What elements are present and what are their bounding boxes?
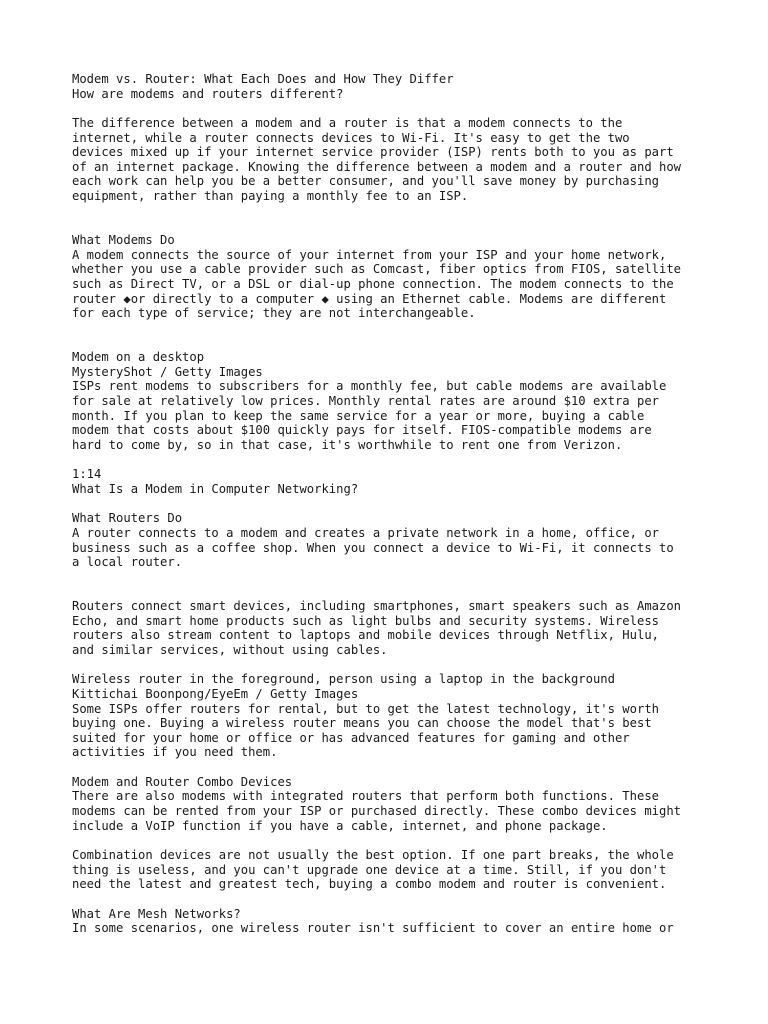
paragraph-line: a local router. [72, 555, 183, 570]
spacer [72, 204, 712, 219]
paragraph-line: Some ISPs offer routers for rental, but to get the latest technology, it's worth [72, 701, 659, 716]
paragraph-line: modem that costs about $100 quickly pays for itself. FIOS-compatible modems are [72, 423, 652, 438]
paragraph-line: routers also stream content to laptops and mobile devices through Netflix, Hulu, [72, 628, 659, 643]
paragraph-line: hard to come by, so in that case, it's worthwhile to rent one from Verizon. [72, 438, 623, 453]
paragraph-line: such as Direct TV, or a DSL or dial-up phone connection. The modem connects to the [72, 276, 674, 291]
paragraph-line: internet, while a router connects devices to Wi-Fi. It's easy to get the two [72, 130, 630, 145]
section-heading-modems: What Modems Do [72, 233, 175, 248]
modem-rent-paragraph [72, 379, 712, 452]
image-caption: Modem on a desktop [72, 350, 205, 365]
paragraph-line: devices mixed up if your internet service provider (ISP) rents both to you as part [72, 145, 674, 160]
paragraph-line: business such as a coffee shop. When you connect a device to Wi-Fi, it connects to [72, 540, 674, 555]
image-credit: Kittichai Boonpong/EyeEm / Getty Images [72, 686, 359, 701]
intro-paragraph [72, 116, 712, 204]
spacer [72, 833, 712, 848]
spacer [72, 101, 712, 116]
paragraph-line: The difference between a modem and a router is that a modem connects to the [72, 115, 623, 130]
paragraph-line: of an internet package. Knowing the difference between a modem and a router and how [72, 159, 682, 174]
paragraph-line: equipment, rather than paying a monthly fee to an ISP. [72, 189, 469, 204]
image-credit: MysteryShot / Getty Images [72, 364, 263, 379]
paragraph-line: Routers connect smart devices, including smartphones, smart speakers such as Amazon [72, 599, 682, 614]
spacer [72, 497, 712, 512]
spacer [72, 321, 712, 336]
section-heading-mesh: What Are Mesh Networks? [72, 906, 241, 921]
modems-paragraph [72, 248, 712, 321]
paragraph-line: router ◆or directly to a computer ◆ using an Ethernet cable. Modems are different [72, 291, 667, 306]
spacer [72, 453, 712, 468]
spacer [72, 336, 712, 351]
combo-paragraph-2 [72, 848, 712, 892]
spacer [72, 760, 712, 775]
video-title: What Is a Modem in Computer Networking? [72, 481, 359, 496]
router-rent-paragraph [72, 702, 712, 761]
paragraph-line: whether you use a cable provider such as Comcast, fiber optics from FIOS, satellite [72, 262, 682, 277]
paragraph-line: There are also modems with integrated routers that perform both functions. These [72, 789, 659, 804]
combo-paragraph [72, 789, 712, 833]
routers-paragraph [72, 526, 712, 570]
document-subtitle: How are modems and routers different? [72, 86, 344, 101]
paragraph-line: each work can help you be a better consumer, and you'll save money by purchasing [72, 174, 659, 189]
paragraph-line: activities if you need them. [72, 745, 278, 760]
paragraph-line: Combination devices are not usually the best option. If one part breaks, the whole [72, 847, 674, 862]
paragraph-line: need the latest and greatest tech, buying a combo modem and router is convenient. [72, 877, 667, 892]
spacer [72, 570, 712, 585]
paragraph-line: thing is useless, and you can't upgrade one device at a time. Still, if you don't [72, 862, 667, 877]
paragraph-line: modems can be rented from your ISP or purchased directly. These combo devices might [72, 804, 682, 819]
spacer [72, 218, 712, 233]
paragraph-line: A router connects to a modem and creates a private network in a home, office, or [72, 525, 659, 540]
video-duration: 1:14 [72, 467, 102, 482]
paragraph-line: Echo, and smart home products such as light bulbs and security systems. Wireless [72, 613, 659, 628]
spacer [72, 892, 712, 907]
paragraph-line: suited for your home or office or has advanced features for gaming and other [72, 730, 630, 745]
paragraph-line: month. If you plan to keep the same service for a year or more, buying a cable [72, 408, 645, 423]
mesh-paragraph [72, 921, 712, 936]
document-title: Modem vs. Router: What Each Does and How They Differ [72, 72, 454, 86]
image-caption: Wireless router in the foreground, person using a laptop in the background [72, 672, 615, 687]
paragraph-line: ISPs rent modems to subscribers for a monthly fee, but cable modems are available [72, 379, 667, 394]
routers-smart-paragraph [72, 599, 712, 658]
paragraph-line: In some scenarios, one wireless router isn't sufficient to cover an entire home or [72, 921, 674, 936]
section-heading-routers: What Routers Do [72, 511, 183, 526]
paragraph-line: include a VoIP function if you have a cable, internet, and phone package. [72, 818, 608, 833]
spacer [72, 658, 712, 673]
paragraph-line: and similar services, without using cables. [72, 642, 388, 657]
document-page [72, 72, 712, 936]
spacer [72, 584, 712, 599]
paragraph-line: buying one. Buying a wireless router means you can choose the model that's best [72, 716, 652, 731]
paragraph-line: for each type of service; they are not interchangeable. [72, 306, 476, 321]
paragraph-line: for sale at relatively low prices. Monthly rental rates are around $10 extra per [72, 394, 659, 409]
paragraph-line: A modem connects the source of your internet from your ISP and your home network, [72, 247, 667, 262]
section-heading-combo: Modem and Router Combo Devices [72, 774, 293, 789]
